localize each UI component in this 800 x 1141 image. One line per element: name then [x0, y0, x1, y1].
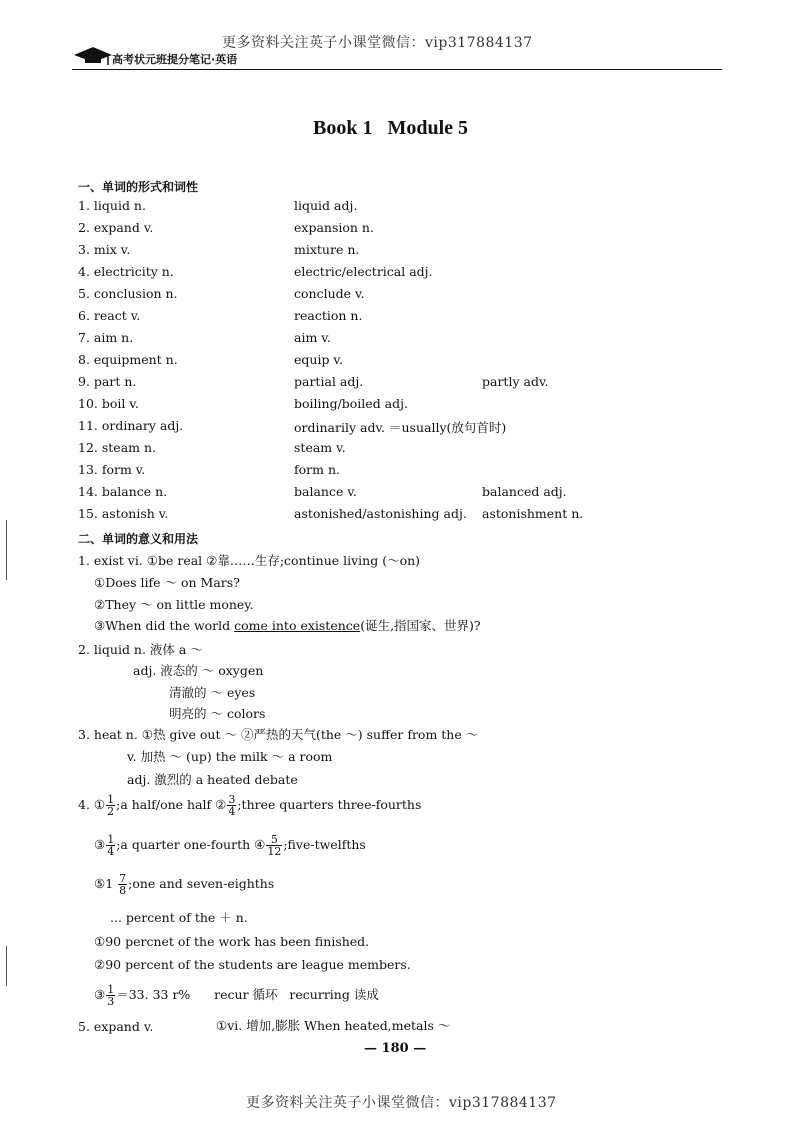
word-form-c3: balanced adj.	[482, 484, 567, 499]
word-form-c2: conclude v.	[294, 286, 365, 301]
word-form-c1: 7. aim n.	[78, 330, 134, 345]
word-form-row	[78, 352, 740, 372]
word-form-c2: reaction n.	[294, 308, 363, 323]
word-form-c1: 4. electricity n.	[78, 264, 174, 279]
word-form-row	[78, 308, 740, 328]
word-form-row	[78, 418, 740, 438]
scan-margin-mark	[6, 520, 7, 580]
denominator: 12	[267, 845, 282, 858]
word-form-row	[78, 286, 740, 306]
fractions-line-3	[94, 873, 274, 896]
graduation-cap-icon	[72, 45, 114, 67]
phrase-underlined: come into existence	[234, 618, 361, 633]
word-form-row	[78, 374, 740, 394]
fraction-one-quarter	[106, 834, 115, 857]
word-form-row	[78, 198, 740, 218]
word-form-row	[78, 462, 740, 482]
denominator: 2	[107, 805, 115, 818]
denominator: 3	[107, 995, 115, 1008]
watermark-bottom: 更多资料关注英子小课堂微信：vip317884137	[246, 1095, 557, 1111]
word-form-row	[78, 220, 740, 240]
fraction-text: ;five-twelfths	[283, 837, 366, 852]
exist-example: ②They ～ on little money.	[94, 597, 254, 612]
header-rule	[72, 69, 722, 70]
liquid-entry: 2. liquid n. 液体 a ～	[78, 642, 203, 657]
percent-rule: ... percent of the ＋ n.	[110, 910, 248, 925]
exist-example	[94, 616, 481, 634]
word-form-c2: expansion n.	[294, 220, 374, 235]
fractions-line-1	[78, 794, 421, 817]
fraction-text: ;one and seven-eighths	[128, 876, 275, 891]
liquid-adj: 清澈的 ～ eyes	[169, 685, 256, 700]
fraction-one-third	[106, 984, 115, 1007]
word-form-c1: 9. part n.	[78, 374, 137, 389]
word-form-c2: astonished/astonishing adj.	[294, 506, 467, 521]
word-form-c1: 12. steam n.	[78, 440, 156, 455]
word-form-row	[78, 264, 740, 284]
fraction-text: ③	[94, 987, 106, 1002]
word-form-c1: 15. astonish v.	[78, 506, 169, 521]
percent-example: ①90 percnet of the work has been finished.	[94, 934, 370, 949]
numerator: 3	[228, 793, 236, 806]
word-form-c1: 2. expand v.	[78, 220, 154, 235]
word-form-c1: 10. boil v.	[78, 396, 139, 411]
fraction-text: ⑤1	[94, 876, 118, 891]
word-form-c3: partly adv.	[482, 374, 549, 389]
fraction-text: ;a quarter one-fourth ④	[116, 837, 266, 852]
watermark-top: 更多资料关注英子小课堂微信：vip317884137	[222, 35, 533, 51]
exist-example-text: ③When did the world	[94, 618, 235, 633]
word-form-row	[78, 484, 740, 504]
word-form-c1: 11. ordinary adj.	[78, 418, 184, 433]
fraction-seven-eighths	[118, 873, 127, 896]
page-number: — 180 —	[364, 1041, 427, 1056]
exist-entry: 1. exist vi. ①be real ②靠……生存;continue living (～on)	[78, 553, 421, 568]
exist-example-note: (诞生,指国家、世界)?	[360, 618, 481, 633]
word-form-c2: equip v.	[294, 352, 343, 367]
liquid-adj: adj. 液态的 ～ oxygen	[133, 663, 264, 678]
word-form-c2: ordinarily adv. ＝usually(放句首时)	[294, 420, 507, 435]
word-form-row	[78, 330, 740, 350]
scan-margin-mark	[6, 946, 7, 986]
word-form-c2: partial adj.	[294, 374, 364, 389]
word-form-c2: steam v.	[294, 440, 346, 455]
heat-entry: 3. heat n. ①热 give out ～ ②严热的天气(the ～) suffer from the ～	[78, 727, 479, 742]
section1-heading: 一、单词的形式和词性	[78, 180, 199, 194]
denominator: 4	[107, 845, 115, 858]
fraction-three-quarters	[227, 794, 236, 817]
word-form-c2: form n.	[294, 462, 340, 477]
word-form-c2: mixture n.	[294, 242, 360, 257]
word-form-c3: astonishment n.	[482, 506, 584, 521]
page-title: Book 1 Module 5	[313, 117, 469, 139]
fraction-text: ③	[94, 837, 106, 852]
word-form-row	[78, 396, 740, 416]
numerator: 5	[266, 834, 282, 846]
numerator: 7	[119, 872, 127, 885]
word-form-c1: 5. conclusion n.	[78, 286, 178, 301]
section2-heading: 二、单词的意义和用法	[78, 532, 199, 546]
header-book-title: 高考状元班提分笔记·英语	[112, 53, 238, 66]
numerator: 1	[107, 983, 115, 996]
word-form-row	[78, 506, 740, 526]
fractions-line-6	[94, 984, 379, 1007]
word-form-c2: liquid adj.	[294, 198, 358, 213]
word-form-c1: 6. react v.	[78, 308, 141, 323]
word-form-c2: boiling/boiled adj.	[294, 396, 408, 411]
expand-def: ①vi. 增加,膨胀 When heated,metals ～	[216, 1018, 451, 1033]
fraction-text: ;three quarters three-fourths	[237, 797, 422, 812]
word-form-row	[78, 242, 740, 262]
fraction-text: ＝33. 33 r% recur 循环 recurring 读成	[116, 987, 379, 1002]
numerator: 1	[107, 833, 115, 846]
fractions-line-2	[94, 834, 366, 857]
expand-entry: 5. expand v.	[78, 1019, 154, 1034]
word-form-c2: aim v.	[294, 330, 331, 345]
liquid-adj: 明亮的 ～ colors	[169, 706, 266, 721]
word-form-c2: electric/electrical adj.	[294, 264, 433, 279]
exist-example: ①Does life ～ on Mars?	[94, 575, 240, 590]
word-form-row	[78, 440, 740, 460]
denominator: 4	[228, 805, 236, 818]
numerator: 1	[107, 793, 115, 806]
word-form-c1: 14. balance n.	[78, 484, 168, 499]
percent-example: ②90 percent of the students are league members.	[94, 957, 411, 972]
fraction-five-twelfths	[266, 834, 282, 857]
word-form-c1: 1. liquid n.	[78, 198, 146, 213]
word-form-c1: 8. equipment n.	[78, 352, 178, 367]
word-form-c2: balance v.	[294, 484, 357, 499]
fraction-text: ;a half/one half ②	[116, 797, 227, 812]
heat-verb: v. 加热 ～ (up) the milk ～ a room	[127, 749, 333, 764]
denominator: 8	[119, 884, 127, 897]
heat-adj: adj. 激烈的 a heated debate	[127, 772, 298, 787]
fraction-one-half	[106, 794, 115, 817]
fraction-text: 4. ①	[78, 797, 106, 812]
word-form-c1: 13. form v.	[78, 462, 146, 477]
word-form-c1: 3. mix v.	[78, 242, 131, 257]
